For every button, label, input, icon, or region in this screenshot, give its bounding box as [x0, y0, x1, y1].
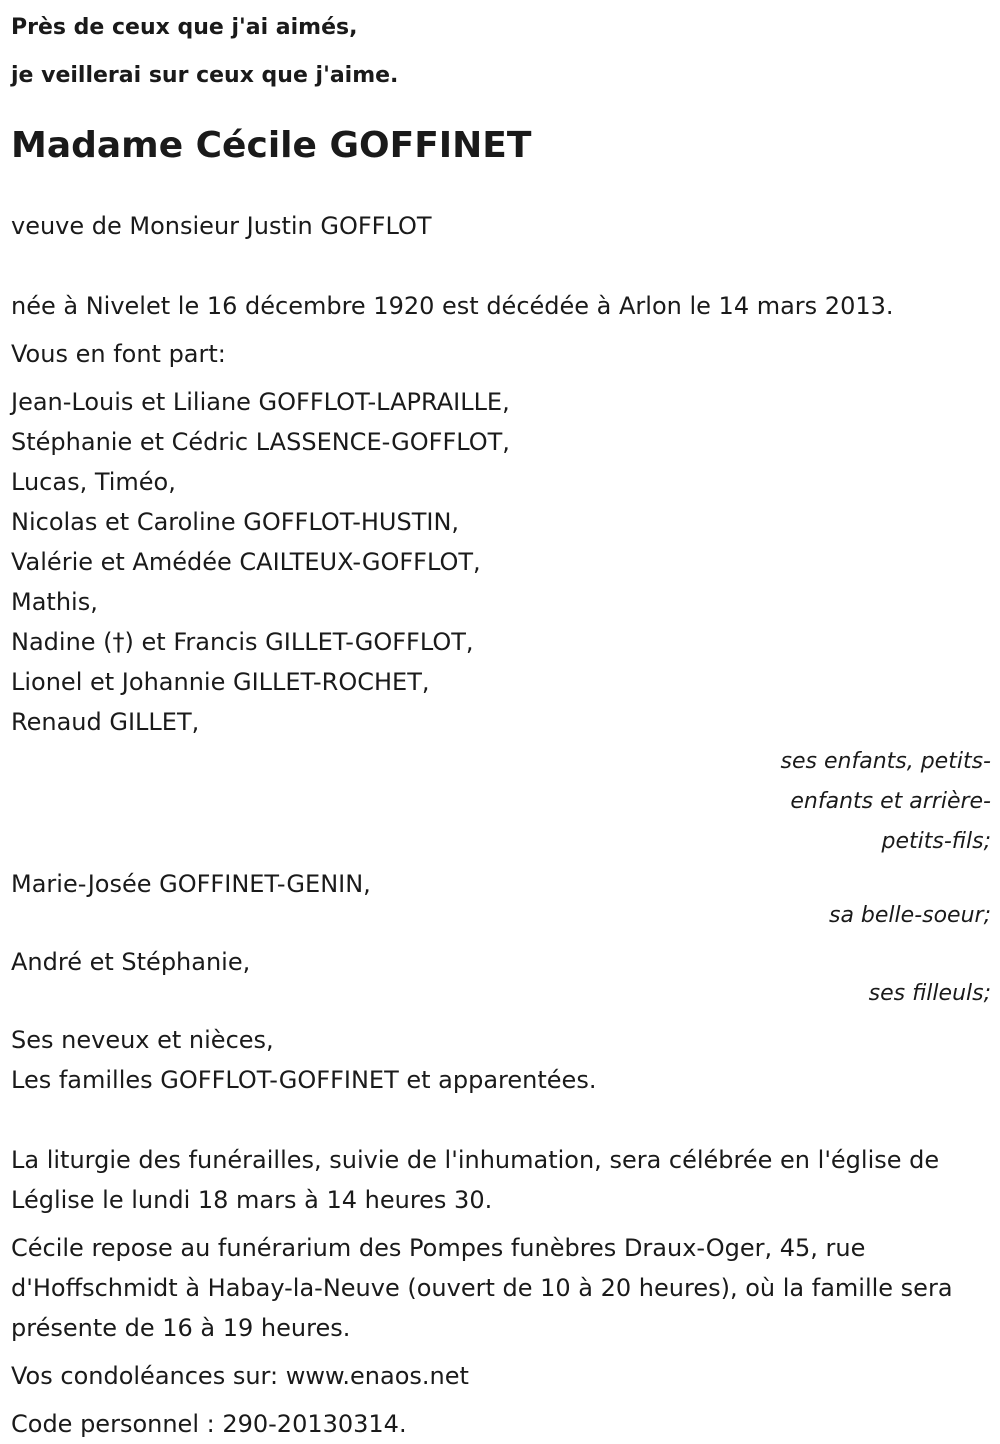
widow-of: veuve de Monsieur Justin GOFFLOT	[11, 212, 432, 240]
epigraph-line-2: je veillerai sur ceux que j'aime.	[11, 63, 399, 88]
rest-paragraph: Cécile repose au funérarium des Pompes funèbres Draux-Oger, 45, rue d'Hoffschmidt à Habay-la-Neuve (ouvert de 10 à 20 heures), où la famille sera présente de 16 à 19 heures.	[11, 1234, 953, 1342]
epigraph-line-1: Près de ceux que j'ai aimés,	[11, 15, 358, 40]
epigraph	[11, 4, 991, 100]
list-item: Mathis,	[11, 588, 98, 616]
list-item: Ses neveux et nièces,	[11, 1026, 274, 1054]
announce: Vous en font part:	[11, 340, 226, 368]
list-item: Lucas, Timéo,	[11, 468, 176, 496]
sister-in-law-name: Marie-Josée GOFFINET-GENIN,	[11, 870, 371, 898]
list-item: Nicolas et Caroline GOFFLOT-HUSTIN,	[11, 508, 460, 536]
list-item: Les familles GOFFLOT-GOFFINET et apparentées.	[11, 1066, 597, 1094]
liturgy-paragraph: La liturgie des funérailles, suivie de l'inhumation, sera célébrée en l'église de Léglise le lundi 18 mars à 14 heures 30.	[11, 1146, 940, 1214]
list-item: Stéphanie et Cédric LASSENCE-GOFFLOT,	[11, 428, 510, 456]
deceased-name: Madame Cécile GOFFINET	[11, 125, 532, 166]
personal-code: Code personnel : 290-20130314.	[11, 1410, 407, 1438]
godchildren-name: André et Stéphanie,	[11, 948, 251, 976]
children-list	[11, 382, 991, 742]
list-item: Nadine (†) et Francis GILLET-GOFFLOT,	[11, 628, 474, 656]
others-list	[11, 1020, 991, 1100]
obituary-page	[11, 0, 991, 1444]
list-item: Jean-Louis et Liliane GOFFLOT-LAPRAILLE,	[11, 388, 510, 416]
godchildren-relation: ses filleuls;	[868, 981, 991, 1006]
children-relation: ses enfants, petits-enfants et arrière-petits-fils;	[780, 749, 991, 854]
list-item: Lionel et Johannie GILLET-ROCHET,	[11, 668, 430, 696]
list-item: Valérie et Amédée CAILTEUX-GOFFLOT,	[11, 548, 481, 576]
birth-death: née à Nivelet le 16 décembre 1920 est décédée à Arlon le 14 mars 2013.	[11, 292, 894, 320]
list-item: Renaud GILLET,	[11, 708, 200, 736]
condolences-line: Vos condoléances sur: www.enaos.net	[11, 1362, 469, 1390]
sister-in-law-relation: sa belle-soeur;	[829, 903, 991, 928]
